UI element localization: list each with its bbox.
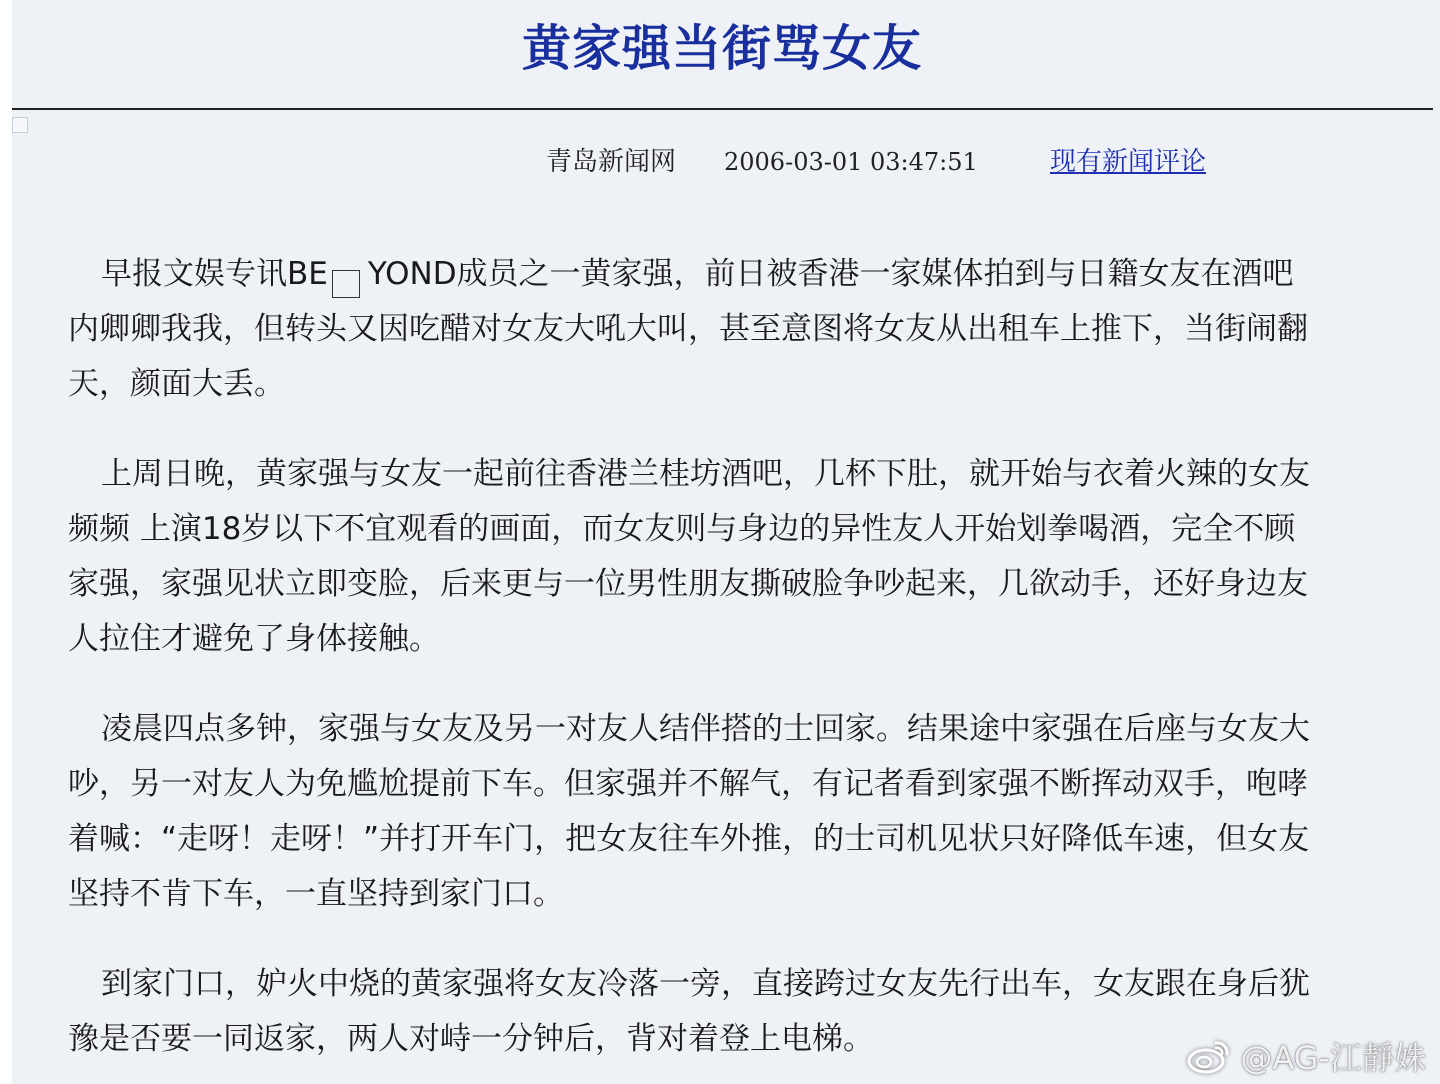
news-source: 青岛新闻网 — [546, 147, 677, 177]
watermark — [1186, 1034, 1426, 1078]
publish-timestamp: 2006-03-01 03:47:51 — [724, 148, 978, 176]
article-paragraph-3: 凌晨四点多钟，家强与女友及另一对友人结伴搭的士回家。结果途中家强在后座与女友大吵，另一对友人为免尴尬提前下车。但家强并不解气，有记者看到家强不断挥动双手，咆哮着喊：“走呀！走呀！”并打开车门，把女友往车外推，的士司机见状只好降低车速，但女友坚持不肯下车，一直坚持到家门口。 — [68, 711, 1310, 912]
news-comments-link[interactable]: 现有新闻评论 — [1050, 147, 1207, 177]
page-title: 黄家强当街骂女友 — [521, 20, 922, 77]
article-paragraph-1 — [68, 247, 1318, 412]
weibo-logo-icon — [1186, 1037, 1232, 1075]
paragraph-1-rest: YOND成员之一黄家强，前日被香港一家媒体拍到与日籍女友在酒吧内卿卿我我，但转头又因吃醋对女友大吼大叫，甚至意图将女友从出租车上推下，当街闹翻天，颜面大丢。 — [68, 256, 1308, 402]
paragraph-1-lead: 早报文娱专讯BE — [101, 256, 328, 292]
watermark-text: @AG-江靜姝 — [1240, 1039, 1426, 1077]
broken-image-icon — [12, 117, 28, 133]
article-body — [68, 247, 1318, 1067]
article-paragraph-4: 到家门口，妒火中烧的黄家强将女友冷落一旁，直接跨过女友先行出车，女友跟在身后犹豫是否要一同返家，两人对峙一分钟后，背对着登上电梯。 — [68, 966, 1310, 1057]
title-divider — [12, 108, 1433, 110]
left-margin — [0, 0, 12, 1084]
article-paragraph-2: 上周日晚，黄家强与女友一起前往香港兰桂坊酒吧，几杯下肚，就开始与衣着火辣的女友频频 上演18岁以下不宜观看的画面，而女友则与身边的异性友人开始划拳喝酒，完全不顾家强，家强见状立即变脸，后来更与一位男性朋友撕破脸争吵起来，几欲动手，还好身边友人拉住才避免了身体接触。 — [68, 456, 1310, 657]
missing-glyph-box — [332, 270, 360, 298]
